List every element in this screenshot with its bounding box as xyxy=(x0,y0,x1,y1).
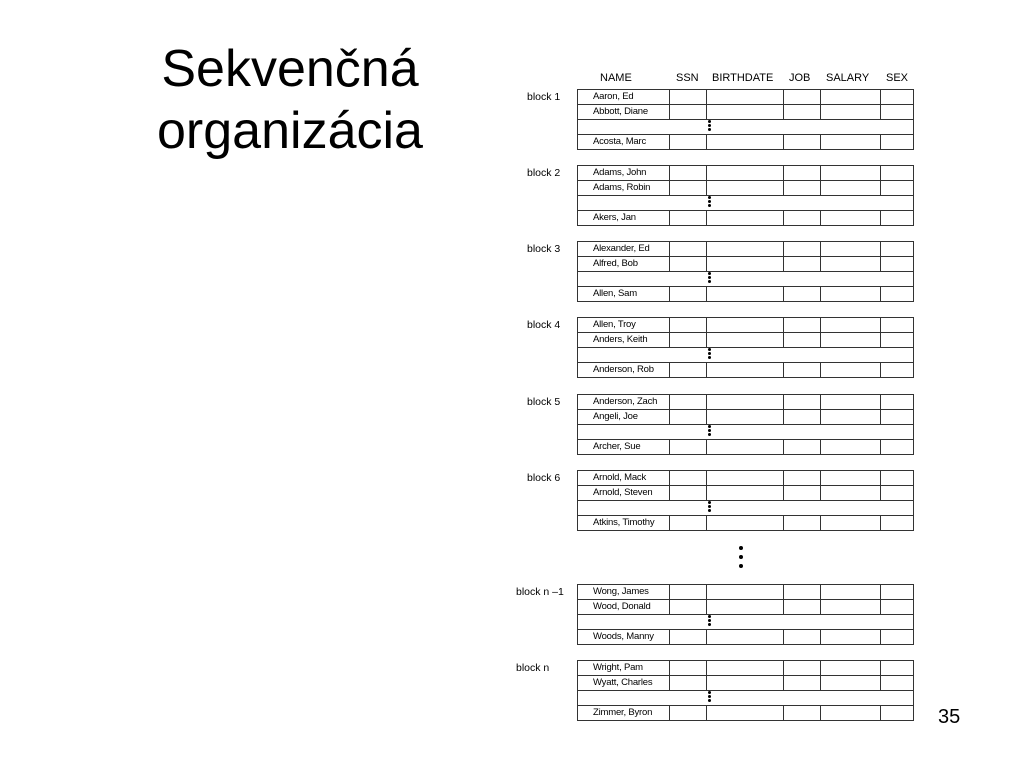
cell-name xyxy=(577,515,669,531)
cell-name xyxy=(577,470,669,485)
cell-salary xyxy=(820,675,880,690)
table-row xyxy=(577,584,914,599)
table-row xyxy=(577,317,914,332)
cell-sex xyxy=(880,286,914,302)
record-block xyxy=(577,165,914,225)
cell-birthdate xyxy=(706,210,783,226)
cell-birthdate xyxy=(706,515,783,531)
record-name: Arnold, Steven xyxy=(593,487,653,498)
ellipsis-vertical-icon xyxy=(739,546,744,573)
cell-ssn xyxy=(669,256,706,271)
block-label: block n –1 xyxy=(516,586,564,598)
gap-cell xyxy=(577,690,914,705)
cell-salary xyxy=(820,362,880,378)
cell-ssn xyxy=(669,675,706,690)
cell-sex xyxy=(880,180,914,195)
cell-sex xyxy=(880,317,914,332)
cell-salary xyxy=(820,286,880,302)
table-row xyxy=(577,599,914,614)
column-header-salary: SALARY xyxy=(826,72,870,84)
cell-job xyxy=(783,660,820,675)
record-name: Allen, Troy xyxy=(593,319,636,330)
record-name: Atkins, Timothy xyxy=(593,517,655,528)
cell-birthdate xyxy=(706,675,783,690)
gap-cell xyxy=(577,119,914,134)
table-row xyxy=(577,165,914,180)
cell-name xyxy=(577,485,669,500)
table-row xyxy=(577,439,914,454)
cell-salary xyxy=(820,210,880,226)
block-label: block 2 xyxy=(527,167,561,179)
cell-name xyxy=(577,394,669,409)
cell-salary xyxy=(820,599,880,614)
cell-job xyxy=(783,134,820,150)
table-row xyxy=(577,332,914,347)
cell-name xyxy=(577,180,669,195)
table-row xyxy=(577,394,914,409)
table-row xyxy=(577,485,914,500)
cell-sex xyxy=(880,675,914,690)
record-name: Arnold, Mack xyxy=(593,472,647,483)
cell-name xyxy=(577,675,669,690)
cell-birthdate xyxy=(706,394,783,409)
cell-birthdate xyxy=(706,317,783,332)
cell-sex xyxy=(880,439,914,455)
cell-name xyxy=(577,599,669,614)
cell-sex xyxy=(880,705,914,721)
record-name: Archer, Sue xyxy=(593,441,641,452)
cell-sex xyxy=(880,394,914,409)
cell-birthdate xyxy=(706,599,783,614)
cell-job xyxy=(783,165,820,180)
cell-birthdate xyxy=(706,89,783,104)
cell-birthdate xyxy=(706,362,783,378)
column-header-birthdate: BIRTHDATE xyxy=(712,72,774,84)
ellipsis-vertical-icon xyxy=(708,347,712,363)
cell-salary xyxy=(820,485,880,500)
cell-ssn xyxy=(669,629,706,645)
cell-ssn xyxy=(669,286,706,302)
cell-name xyxy=(577,241,669,256)
cell-birthdate xyxy=(706,332,783,347)
record-name: Zimmer, Byron xyxy=(593,707,653,718)
ellipsis-row xyxy=(577,614,914,629)
cell-birthdate xyxy=(706,485,783,500)
ellipsis-vertical-icon xyxy=(708,271,712,287)
cell-name xyxy=(577,584,669,599)
table-row xyxy=(577,629,914,644)
ellipsis-vertical-icon xyxy=(708,614,712,630)
cell-sex xyxy=(880,210,914,226)
cell-name xyxy=(577,332,669,347)
table-row xyxy=(577,705,914,720)
cell-ssn xyxy=(669,165,706,180)
cell-name xyxy=(577,439,669,455)
ellipsis-row xyxy=(577,119,914,134)
column-header-ssn: SSN xyxy=(676,72,699,84)
cell-name xyxy=(577,89,669,104)
cell-job xyxy=(783,210,820,226)
cell-ssn xyxy=(669,584,706,599)
cell-ssn xyxy=(669,210,706,226)
record-name: Adams, Robin xyxy=(593,182,651,193)
table-row xyxy=(577,134,914,149)
cell-salary xyxy=(820,332,880,347)
record-name: Abbott, Diane xyxy=(593,106,648,117)
cell-sex xyxy=(880,599,914,614)
cell-salary xyxy=(820,241,880,256)
cell-job xyxy=(783,332,820,347)
record-name: Allen, Sam xyxy=(593,288,637,299)
record-name: Alexander, Ed xyxy=(593,243,650,254)
cell-birthdate xyxy=(706,439,783,455)
cell-salary xyxy=(820,89,880,104)
cell-job xyxy=(783,439,820,455)
gap-cell xyxy=(577,271,914,286)
cell-job xyxy=(783,629,820,645)
cell-birthdate xyxy=(706,180,783,195)
cell-name xyxy=(577,104,669,119)
block-label: block 3 xyxy=(527,243,561,255)
cell-job xyxy=(783,180,820,195)
cell-name xyxy=(577,286,669,302)
cell-birthdate xyxy=(706,629,783,645)
page-number: 35 xyxy=(938,706,961,728)
cell-job xyxy=(783,485,820,500)
cell-salary xyxy=(820,584,880,599)
cell-ssn xyxy=(669,104,706,119)
ellipsis-row xyxy=(577,347,914,362)
slide-title xyxy=(110,38,470,162)
cell-name xyxy=(577,317,669,332)
cell-sex xyxy=(880,134,914,150)
cell-sex xyxy=(880,515,914,531)
cell-salary xyxy=(820,470,880,485)
record-block xyxy=(577,470,914,530)
record-name: Anders, Keith xyxy=(593,334,648,345)
cell-salary xyxy=(820,256,880,271)
cell-birthdate xyxy=(706,409,783,424)
cell-ssn xyxy=(669,599,706,614)
block-label: block 6 xyxy=(527,472,561,484)
cell-job xyxy=(783,256,820,271)
cell-job xyxy=(783,584,820,599)
record-name: Wyatt, Charles xyxy=(593,677,653,688)
cell-salary xyxy=(820,317,880,332)
cell-ssn xyxy=(669,515,706,531)
cell-sex xyxy=(880,165,914,180)
record-name: Alfred, Bob xyxy=(593,258,638,269)
cell-job xyxy=(783,362,820,378)
ellipsis-row xyxy=(577,195,914,210)
table-row xyxy=(577,675,914,690)
cell-job xyxy=(783,104,820,119)
cell-birthdate xyxy=(706,705,783,721)
record-block xyxy=(577,241,914,301)
gap-cell xyxy=(577,347,914,362)
table-row xyxy=(577,180,914,195)
cell-ssn xyxy=(669,241,706,256)
cell-job xyxy=(783,286,820,302)
cell-birthdate xyxy=(706,470,783,485)
cell-sex xyxy=(880,241,914,256)
cell-sex xyxy=(880,332,914,347)
cell-salary xyxy=(820,660,880,675)
cell-ssn xyxy=(669,89,706,104)
table-row xyxy=(577,286,914,301)
gap-cell xyxy=(577,614,914,629)
cell-ssn xyxy=(669,180,706,195)
cell-name xyxy=(577,210,669,226)
cell-ssn xyxy=(669,660,706,675)
cell-job xyxy=(783,599,820,614)
record-name: Wong, James xyxy=(593,586,649,597)
cell-job xyxy=(783,394,820,409)
table-row xyxy=(577,241,914,256)
cell-sex xyxy=(880,660,914,675)
cell-ssn xyxy=(669,317,706,332)
cell-birthdate xyxy=(706,286,783,302)
cell-job xyxy=(783,317,820,332)
ellipsis-row xyxy=(577,271,914,286)
cell-name xyxy=(577,705,669,721)
cell-birthdate xyxy=(706,660,783,675)
ellipsis-vertical-icon xyxy=(708,690,712,706)
cell-salary xyxy=(820,705,880,721)
column-header-sex: SEX xyxy=(886,72,909,84)
table-row xyxy=(577,104,914,119)
ellipsis-row xyxy=(577,690,914,705)
cell-sex xyxy=(880,470,914,485)
cell-job xyxy=(783,409,820,424)
cell-ssn xyxy=(669,470,706,485)
record-block xyxy=(577,394,914,454)
cell-salary xyxy=(820,409,880,424)
ellipsis-row xyxy=(577,500,914,515)
ellipsis-vertical-icon xyxy=(708,500,712,516)
table-row xyxy=(577,409,914,424)
cell-sex xyxy=(880,256,914,271)
table-row xyxy=(577,660,914,675)
cell-sex xyxy=(880,104,914,119)
cell-sex xyxy=(880,485,914,500)
record-name: Aaron, Ed xyxy=(593,91,634,102)
record-name: Akers, Jan xyxy=(593,212,636,223)
cell-name xyxy=(577,629,669,645)
cell-birthdate xyxy=(706,584,783,599)
slide-title-line1: Sekvenčná xyxy=(161,40,419,98)
cell-ssn xyxy=(669,439,706,455)
cell-ssn xyxy=(669,409,706,424)
cell-salary xyxy=(820,439,880,455)
cell-birthdate xyxy=(706,104,783,119)
cell-salary xyxy=(820,515,880,531)
cell-birthdate xyxy=(706,256,783,271)
record-name: Acosta, Marc xyxy=(593,136,647,147)
column-header-job: JOB xyxy=(789,72,811,84)
table-row xyxy=(577,515,914,530)
record-name: Anderson, Zach xyxy=(593,396,658,407)
cell-ssn xyxy=(669,394,706,409)
record-name: Wood, Donald xyxy=(593,601,651,612)
ellipsis-row xyxy=(577,424,914,439)
gap-cell xyxy=(577,195,914,210)
cell-name xyxy=(577,362,669,378)
column-header-name: NAME xyxy=(600,72,632,84)
gap-cell xyxy=(577,500,914,515)
record-block xyxy=(577,660,914,720)
block-label: block 1 xyxy=(527,91,561,103)
ellipsis-vertical-icon xyxy=(708,119,712,135)
cell-job xyxy=(783,675,820,690)
slide-title-line2: organizácia xyxy=(157,102,423,160)
cell-salary xyxy=(820,134,880,150)
table-row xyxy=(577,256,914,271)
cell-sex xyxy=(880,89,914,104)
cell-salary xyxy=(820,104,880,119)
table-row xyxy=(577,470,914,485)
cell-salary xyxy=(820,629,880,645)
cell-job xyxy=(783,470,820,485)
cell-ssn xyxy=(669,705,706,721)
cell-job xyxy=(783,241,820,256)
cell-name xyxy=(577,256,669,271)
cell-salary xyxy=(820,180,880,195)
cell-ssn xyxy=(669,485,706,500)
record-block xyxy=(577,317,914,377)
record-name: Adams, John xyxy=(593,167,647,178)
cell-salary xyxy=(820,394,880,409)
cell-salary xyxy=(820,165,880,180)
cell-sex xyxy=(880,629,914,645)
cell-sex xyxy=(880,409,914,424)
block-label: block 4 xyxy=(527,319,561,331)
record-name: Anderson, Rob xyxy=(593,364,654,375)
block-label: block 5 xyxy=(527,396,561,408)
ellipsis-vertical-icon xyxy=(708,195,712,211)
cell-birthdate xyxy=(706,241,783,256)
cell-birthdate xyxy=(706,165,783,180)
cell-job xyxy=(783,515,820,531)
ellipsis-vertical-icon xyxy=(708,424,712,440)
cell-name xyxy=(577,409,669,424)
record-block xyxy=(577,89,914,149)
record-name: Woods, Manny xyxy=(593,631,654,642)
record-name: Angeli, Joe xyxy=(593,411,638,422)
table-row xyxy=(577,89,914,104)
table-row xyxy=(577,362,914,377)
cell-job xyxy=(783,705,820,721)
gap-cell xyxy=(577,424,914,439)
record-block xyxy=(577,584,914,644)
cell-name xyxy=(577,660,669,675)
block-label: block n xyxy=(516,662,550,674)
cell-job xyxy=(783,89,820,104)
record-name: Wright, Pam xyxy=(593,662,643,673)
cell-sex xyxy=(880,362,914,378)
cell-name xyxy=(577,134,669,150)
cell-sex xyxy=(880,584,914,599)
cell-ssn xyxy=(669,134,706,150)
table-row xyxy=(577,210,914,225)
cell-name xyxy=(577,165,669,180)
cell-ssn xyxy=(669,362,706,378)
cell-birthdate xyxy=(706,134,783,150)
cell-ssn xyxy=(669,332,706,347)
